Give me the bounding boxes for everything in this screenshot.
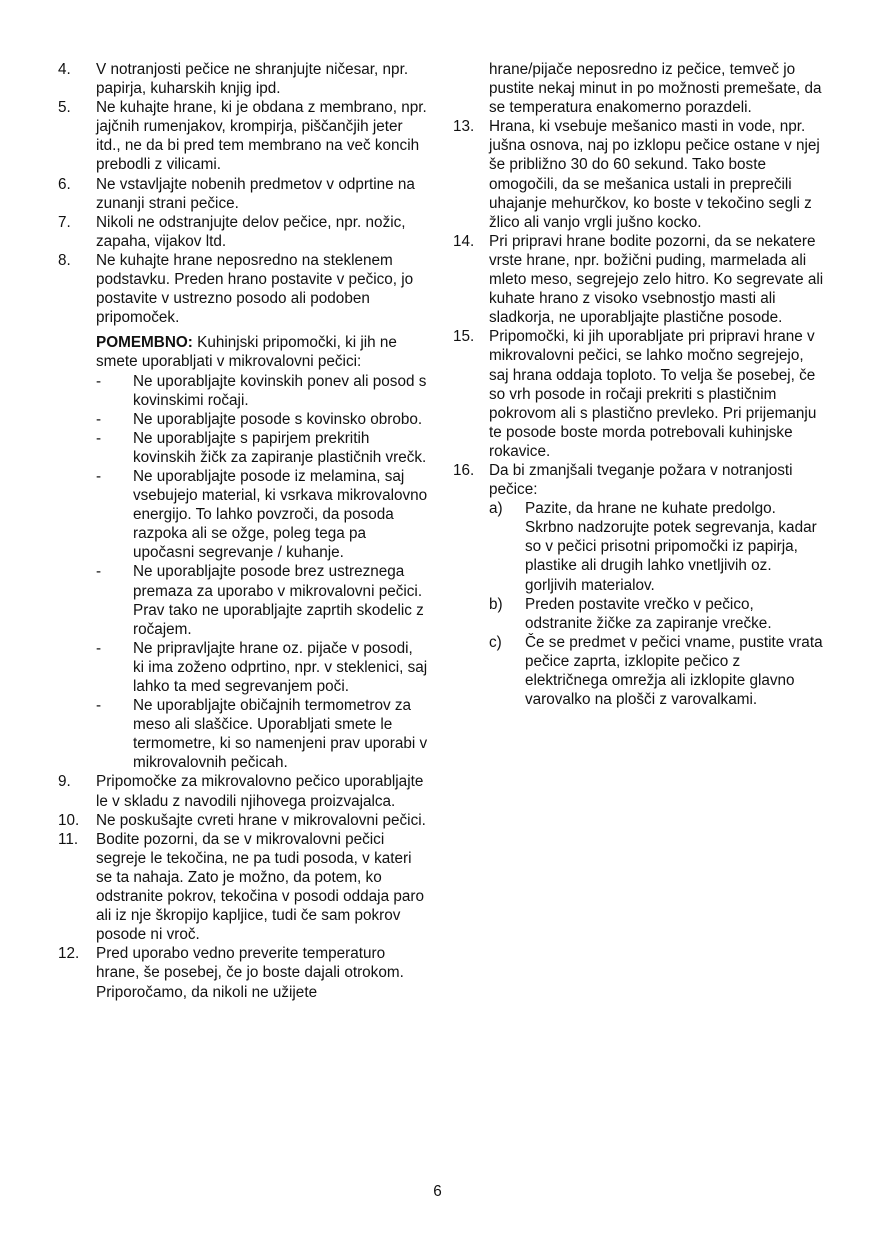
bullet-text: Ne uporabljajte kovinskih ponev ali posod s kovinskimi ročaji.	[133, 372, 427, 409]
item-number: 13.	[453, 118, 475, 136]
bullet-item	[96, 410, 428, 429]
list-item-6	[58, 175, 428, 213]
list-item-4	[58, 60, 428, 98]
bullet-text: Ne pripravljajte hrane oz. pijače v posodi, ki ima zoženo odprtino, npr. v steklenici, saj lahko ta med segrevanjem poči.	[133, 639, 428, 695]
item-text: Nikoli ne odstranjujte delov pečice, npr. nožic, zapaha, vijakov ltd.	[96, 213, 406, 250]
item-text: Pripomočki, ki jih uporabljate pri pripravi hrane v mikrovalovni pečici, se lahko močno segrejejo, saj hrana oddaja toploto. To velja še posebej, če so vrh posode in ročaji prekriti s plastičnim pokrovom ali s plastično prevleko. Pri prijemanju te posode boste morda potrebovali kuhinjske rokavice.	[489, 328, 817, 460]
page-number: 6	[433, 1183, 442, 1200]
bullet-item	[96, 467, 428, 562]
item-number: 4.	[58, 61, 71, 78]
item-text: hrane/pijače neposredno iz pečice, temveč jo pustite nekaj minut in po možnosti premešate, da se temperatura enakomerno porazdeli.	[489, 61, 822, 117]
item-number: 12.	[58, 945, 80, 963]
list-item-13	[453, 117, 825, 232]
item-text: Hrana, ki vsebuje mešanico masti in vode, npr. jušna osnova, naj po izklopu pečice ostane v njej še približno 30 do 60 sekund. Tako boste omogočili, da se mešanica ustali in preprečili uhajanje mehurčkov, ko boste v tekočino segli z žlico ali vanjo vrgli jušno kocko.	[489, 118, 820, 231]
item-number: 6.	[58, 175, 71, 193]
sub-item-letter: b)	[489, 595, 503, 613]
left-column	[58, 60, 428, 1002]
bullet-list	[96, 372, 428, 773]
bullet-text: Ne uporabljajte posode iz melamina, saj vsebujejo material, ki vsrkava mikrovalovno energijo. To lahko povzroči, da posoda razpoka ali se ožge, poleg tega pa upočasni segrevanje / kuhanje.	[133, 467, 428, 562]
list-item-11	[58, 830, 428, 945]
list-item-12	[58, 944, 428, 1001]
item-text: Ne vstavljajte nobenih predmetov v odprtine na zunanji strani pečice.	[96, 175, 415, 212]
sub-item-letter: c)	[489, 633, 502, 651]
bullet-dash: -	[96, 372, 102, 390]
item-text: Ne kuhajte hrane, ki je obdana z membrano, npr. jajčnih rumenjakov, krompirja, piščančjih jeter itd., ne da bi pred tem membrano na več koncih prebodli z vilicami.	[96, 99, 427, 174]
list-item-14	[453, 232, 825, 327]
bullet-dash: -	[96, 467, 102, 485]
sub-item-text: Pazite, da hrane ne kuhate predolgo. Skrbno nadzorujte potek segrevanja, kadar so v pečici prisotni pripomočki iz papirja, plastike ali drugih lahko vnetljivih oz. gorljivih materialov.	[525, 500, 817, 594]
item-text: Da bi zmanjšali tveganje požara v notranjosti pečice:	[489, 461, 793, 499]
bullet-item	[96, 429, 428, 467]
bullet-item	[96, 562, 428, 638]
item-text: Pripomočke za mikrovalovno pečico uporabljajte le v skladu z navodili njihovega proizvajalca.	[96, 773, 424, 810]
bullet-dash: -	[96, 697, 102, 715]
bullet-item	[96, 639, 428, 696]
bullet-dash: -	[96, 429, 102, 447]
item-text: Bodite pozorni, da se v mikrovalovni pečici segreje le tekočina, ne pa tudi posoda, v kateri se ta nahaja. Zato je možno, da potem, ko odstranite pokrov, tekočina v posodi oddaja paro ali iz nje škropijo kapljice, tudi če sam pokrov posode ni vroč.	[96, 830, 424, 944]
item-number: 10.	[58, 811, 80, 829]
bullet-dash: -	[96, 639, 102, 657]
item-number: 5.	[58, 99, 71, 117]
list-item-9	[58, 772, 428, 810]
important-note	[96, 333, 428, 371]
sub-item-c	[489, 633, 825, 709]
sub-item-letter: a)	[489, 500, 503, 518]
list-item-5	[58, 98, 428, 174]
bullet-item	[96, 696, 428, 772]
item-text: Ne poskušajte cvreti hrane v mikrovalovni pečici.	[96, 811, 426, 829]
list-item-8	[58, 251, 428, 773]
bullet-dash: -	[96, 563, 102, 581]
item-number: 15.	[453, 328, 475, 346]
bullet-text: Ne uporabljajte posode s kovinsko obrobo.	[133, 410, 423, 428]
sub-item-b	[489, 595, 825, 633]
item-number: 11.	[58, 830, 79, 848]
item-number: 8.	[58, 251, 71, 269]
list-item-10	[58, 811, 428, 830]
item-text: Ne kuhajte hrane neposredno na steklenem podstavku. Preden hrano postavite v pečico, jo postavite v ustrezno posodo ali podoben pripomoček.	[96, 251, 414, 327]
bullet-text: Ne uporabljajte običajnih termometrov za meso ali slaščice. Uporabljati smete le termometre, ki so namenjeni prav uporabi v mikrovalovnih pečicah.	[133, 697, 428, 772]
sub-item-text: Preden postavite vrečko v pečico, odstranite žičke za zapiranje vrečke.	[525, 595, 772, 632]
sub-item-a	[489, 499, 825, 594]
item-number: 14.	[453, 232, 475, 250]
right-column	[453, 60, 825, 709]
important-text: Kuhinjski pripomočki, ki jih ne smete uporabljati v mikrovalovni pečici:	[96, 334, 397, 371]
item-text: Pred uporabo vedno preverite temperaturo hrane, še posebej, če jo boste dajali otrokom. Priporočamo, da nikoli ne užijete	[96, 945, 404, 1001]
item-number: 7.	[58, 213, 71, 231]
important-label: POMEMBNO:	[96, 334, 193, 352]
bullet-dash: -	[96, 410, 102, 428]
list-item-16	[453, 461, 825, 709]
list-item-15	[453, 327, 825, 461]
list-item-7	[58, 213, 428, 251]
item-number: 16.	[453, 461, 475, 479]
bullet-text: Ne uporabljajte s papirjem prekritih kovinskih žičk za zapiranje plastičnih vrečk.	[133, 429, 427, 466]
list-item-12-continuation	[453, 60, 825, 117]
item-number: 9.	[58, 773, 71, 791]
sub-item-text: Če se predmet v pečici vname, pustite vrata pečice zaprta, izklopite pečico z električnega omrežja ali izklopite glavno varovalko na plošči z varovalkami.	[525, 633, 823, 709]
item-text: Pri pripravi hrane bodite pozorni, da se nekatere vrste hrane, npr. božični puding, marmelada ali mleto meso, segrejejo zelo hitro. Ko segrevate ali kuhate hrano z visoko vsebnostjo masti ali sladkorja, ne uporabljajte plastične posode.	[489, 232, 824, 327]
item-text: V notranjosti pečice ne shranjujte ničesar, npr. papirja, kuharskih knjig ipd.	[96, 61, 409, 98]
bullet-text: Ne uporabljajte posode brez ustreznega premaza za uporabo v mikrovalovni pečici. Prav tako ne uporabljajte zaprtih skodelic z ročajem.	[133, 563, 424, 638]
bullet-item	[96, 372, 428, 410]
